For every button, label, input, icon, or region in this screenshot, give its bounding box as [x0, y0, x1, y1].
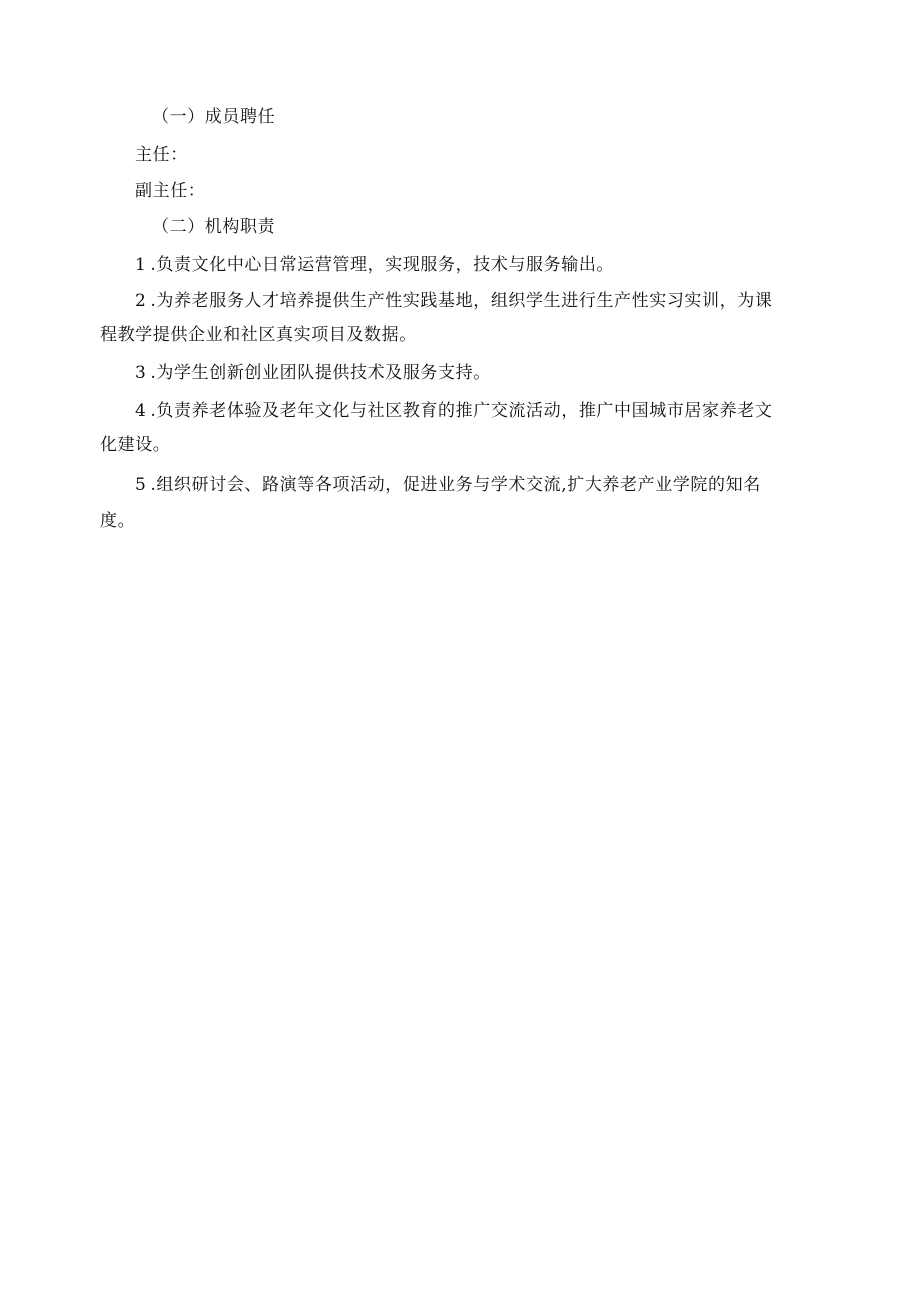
duty-text: .为养老服务人才培养提供生产性实践基地，组织学生进行生产性实习实训，为课 [150, 291, 773, 311]
duty-number: 4 [135, 401, 147, 421]
duty-item-4-continuation: 化建设。 [100, 435, 171, 455]
duty-item-2-continuation: 程教学提供企业和社区真实项目及数据。 [100, 325, 417, 345]
duty-item-3 [135, 362, 491, 384]
duty-number: 2 [135, 291, 147, 311]
duty-item-4 [135, 400, 772, 422]
duty-text: .负责文化中心日常运营管理，实现服务，技术与服务输出。 [150, 255, 615, 275]
duty-item-5-continuation: 度。 [100, 511, 136, 531]
duty-text: .负责养老体验及老年文化与社区教育的推广交流活动，推广中国城市居家养老文 [150, 401, 773, 421]
duty-number: 1 [135, 255, 147, 275]
duty-text: .组织研讨会、路演等各项活动，促进业务与学术交流,扩大养老产业学院的知名 [150, 475, 761, 495]
duty-item-1 [135, 254, 614, 276]
director-label: 主任： [135, 145, 188, 165]
duty-number: 3 [135, 363, 147, 383]
duty-text: .为学生创新创业团队提供技术及服务支持。 [150, 363, 491, 383]
deputy-director-label: 副主任： [135, 181, 206, 201]
duty-number: 5 [135, 475, 147, 495]
section-heading-appointment: （一）成员聘任 [152, 107, 276, 127]
section-heading-duties: （二）机构职责 [152, 217, 276, 237]
duty-item-2 [135, 290, 772, 312]
duty-item-5 [135, 474, 761, 496]
